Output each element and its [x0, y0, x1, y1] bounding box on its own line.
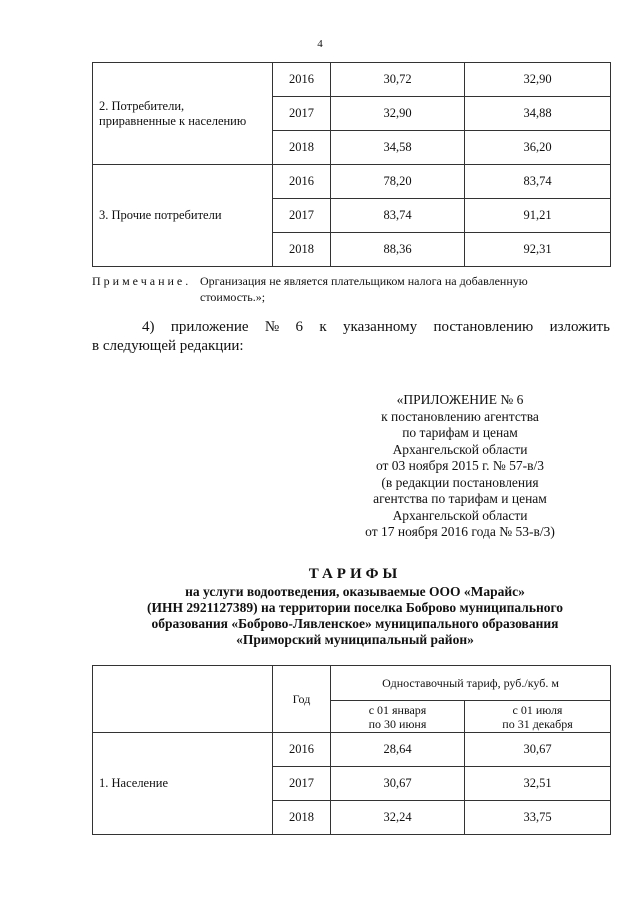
header-period-line: по 30 июня: [368, 716, 427, 731]
value-cell: 32,51: [465, 767, 611, 801]
table-row: [93, 733, 611, 767]
value-cell: 32,90: [465, 63, 611, 97]
appendix-line: Архангельской области: [392, 441, 528, 457]
amendment-word: 4): [142, 319, 155, 335]
table-row: [93, 165, 611, 199]
tariffs-subtitle: [110, 584, 600, 648]
value-cell: 83,74: [331, 199, 465, 233]
value-cell: 28,64: [331, 733, 465, 767]
value-cell: 83,74: [465, 165, 611, 199]
tariff-table: [92, 665, 611, 835]
appendix-line: Архангельской области: [392, 507, 528, 523]
note-text: Организация не является плательщиком налога на добавленную: [200, 274, 528, 288]
amendment-item-4: [92, 318, 610, 356]
amendment-first-line: [92, 318, 610, 337]
appendix-line: от 17 ноября 2016 года № 53-в/3): [365, 524, 555, 539]
page-number: 4: [317, 38, 323, 50]
value-cell: 32,90: [331, 97, 465, 131]
year-cell: 2016: [273, 63, 331, 97]
subtitle-line: (ИНН 2921127389) на территории поселка Боброво муниципального: [146, 600, 564, 615]
value-cell: 78,20: [331, 165, 465, 199]
value-cell: 92,31: [465, 233, 611, 267]
appendix-line: по тарифам и ценам: [402, 425, 518, 440]
category-label: приравненные к населению: [99, 113, 247, 128]
appendix-line: (в редакции постановления: [381, 474, 539, 490]
value-cell: 88,36: [331, 233, 465, 267]
category-label: 2. Потребители,: [99, 98, 185, 113]
value-cell: 30,72: [331, 63, 465, 97]
header-period-2: [465, 701, 611, 733]
category-label: 3. Прочие потребители: [99, 208, 222, 222]
header-period-line: по 31 декабря: [502, 716, 573, 731]
subtitle-line: образования «Боброво-Лявленское» муниципального образования: [151, 616, 559, 631]
year-cell: 2018: [273, 131, 331, 165]
year-cell: 2017: [273, 767, 331, 801]
value-cell: 30,67: [331, 767, 465, 801]
header-period-1: [331, 701, 465, 733]
category-cell: [93, 165, 273, 267]
appendix-line: агентства по тарифам и ценам: [373, 491, 547, 506]
table-header-row: [93, 666, 611, 701]
header-year: Год: [273, 666, 331, 733]
amendment-word: приложение: [170, 319, 249, 335]
year-cell: 2018: [273, 233, 331, 267]
value-cell: 34,58: [331, 131, 465, 165]
table-note: [92, 273, 610, 304]
header-period-line: с 01 июля: [512, 702, 563, 717]
subtitle-line: «Приморский муниципальный район»: [236, 632, 474, 647]
amendment-word: изложить: [549, 319, 610, 335]
note-label: Примечание.: [92, 274, 192, 288]
value-cell: 91,21: [465, 199, 611, 233]
amendment-word: к: [319, 319, 327, 335]
year-cell: 2016: [273, 165, 331, 199]
value-cell: 30,67: [465, 733, 611, 767]
appendix-line: «ПРИЛОЖЕНИЕ № 6: [396, 392, 524, 407]
category-cell: [93, 733, 273, 835]
year-cell: 2017: [273, 97, 331, 131]
value-cell: 34,88: [465, 97, 611, 131]
header-tariff: Одноставочный тариф, руб./куб. м: [331, 666, 611, 701]
year-cell: 2016: [273, 733, 331, 767]
value-cell: 36,20: [465, 131, 611, 165]
appendix-line: от 03 ноября 2015 г. № 57-в/3: [375, 458, 545, 473]
category-cell: [93, 63, 273, 165]
header-empty-cell: [93, 666, 273, 733]
value-cell: 33,75: [465, 801, 611, 835]
year-cell: 2017: [273, 199, 331, 233]
amendment-word: указанному: [343, 319, 418, 335]
tariffs-title: ТАРИФЫ: [308, 566, 402, 582]
amendment-word: постановлению: [433, 319, 534, 335]
amendment-word: №: [264, 319, 280, 335]
year-cell: 2018: [273, 801, 331, 835]
amendment-second-line: в следующей редакции:: [92, 338, 244, 354]
header-period-line: с 01 января: [368, 702, 427, 717]
table-row: [93, 63, 611, 97]
value-cell: 32,24: [331, 801, 465, 835]
amendment-word: 6: [295, 319, 304, 335]
appendix-line: к постановлению агентства: [381, 408, 539, 424]
tariff-table-continued: [92, 62, 611, 267]
note-text-continued: стоимость.»;: [200, 290, 266, 304]
appendix-header: [340, 392, 580, 541]
category-label: 1. Население: [99, 776, 169, 790]
subtitle-line: на услуги водоотведения, оказываемые ООО «Марайс»: [185, 584, 525, 599]
